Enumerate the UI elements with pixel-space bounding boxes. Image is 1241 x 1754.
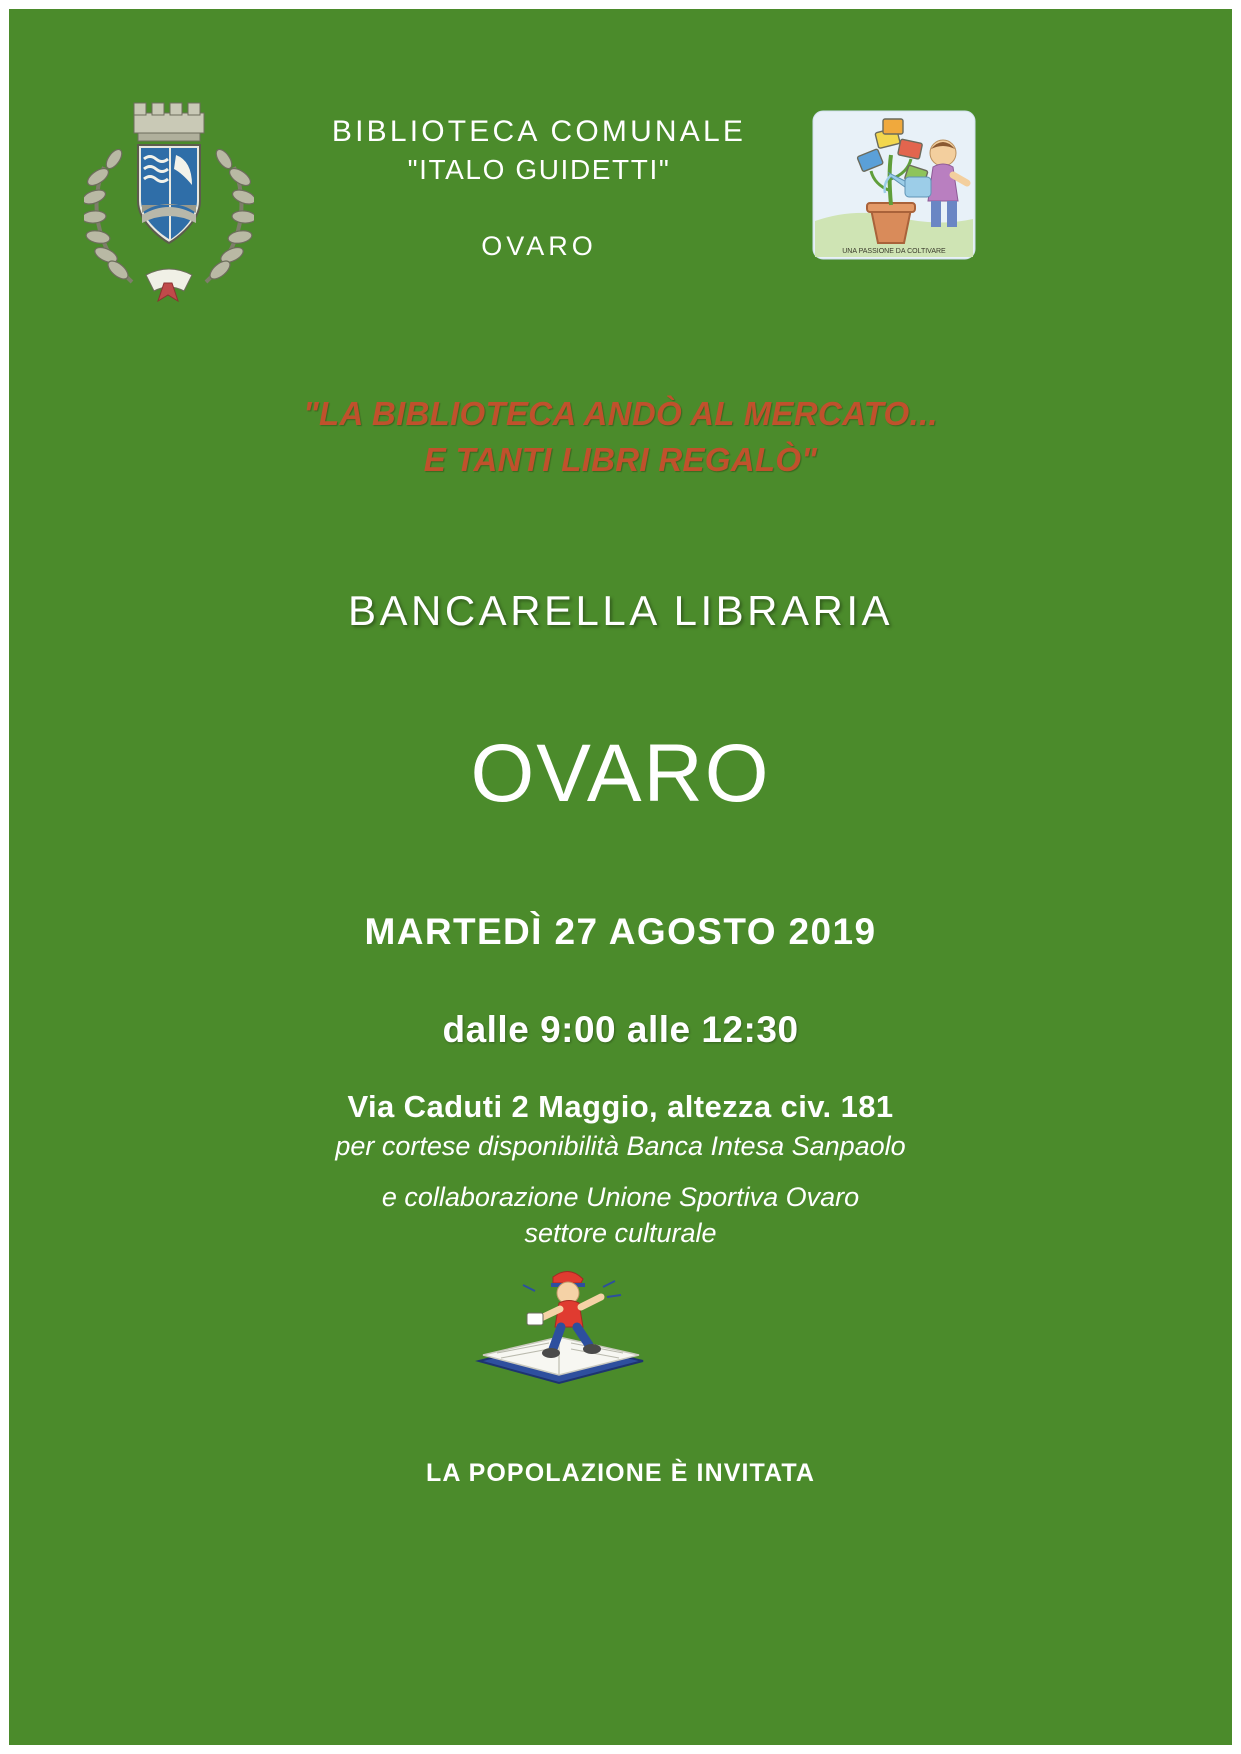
poster-date: MARTEDÌ 27 AGOSTO 2019 — [364, 911, 877, 952]
institution-town: OVARO — [481, 230, 597, 261]
municipal-coat-of-arms-icon — [84, 97, 254, 302]
poster-address: Via Caduti 2 Maggio, altezza civ. 181 — [347, 1089, 894, 1124]
institution-name-line1: BIBLIOTECA COMUNALE — [331, 115, 747, 148]
poster-collaboration-note — [9, 1179, 1232, 1252]
poster-quote-title — [9, 391, 1232, 482]
poster-sponsor-note: per cortese disponibilità Banca Intesa Sanpaolo — [335, 1131, 906, 1161]
institution-name-line2: "ITALO GUIDETTI" — [407, 153, 671, 185]
library-header-text — [259, 115, 819, 262]
collaboration-line2: settore culturale — [524, 1218, 717, 1249]
poster-canvas — [9, 9, 1232, 1745]
poster-town-name: OVARO — [470, 728, 771, 819]
svg-text:UNA PASSIONE DA COLTIVARE: UNA PASSIONE DA COLTIVARE — [842, 248, 946, 255]
poster-hours: dalle 9:00 alle 12:30 — [442, 1009, 799, 1050]
plant-with-books-illustration — [809, 105, 979, 265]
quote-title-line2: E TANTI LIBRI REGALÒ" — [423, 440, 818, 478]
collaboration-line1: e collaborazione Unione Sportiva Ovaro — [381, 1182, 860, 1212]
running-boy-on-open-book-illustration — [461, 1257, 661, 1397]
poster-invitation: LA POPOLAZIONE È INVITATA — [425, 1459, 816, 1487]
poster-subtitle: BANCARELLA LIBRARIA — [347, 587, 894, 634]
poster-header — [9, 87, 1232, 297]
quote-title-line1: "LA BIBLIOTECA ANDÒ AL MERCATO... — [303, 395, 938, 432]
